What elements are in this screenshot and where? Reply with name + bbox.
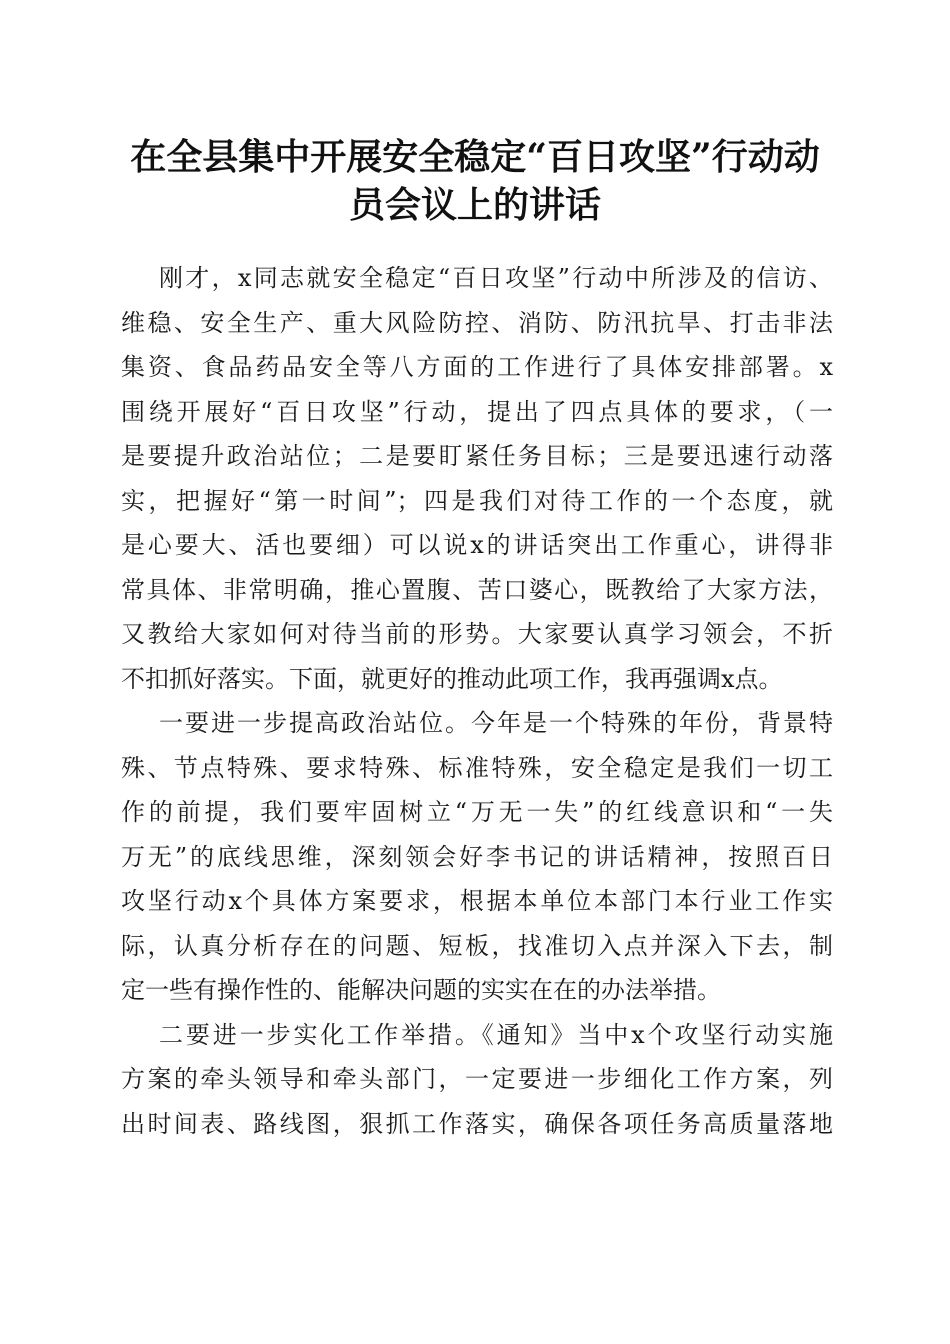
title-line: 员会议上的讲话 — [348, 184, 601, 226]
text-line: 实，把握好“第一时间”；四是我们对待工作的一个态度，就 — [121, 486, 833, 515]
document-title — [100, 133, 850, 229]
title-line: 在全县集中开展安全稳定“百日攻坚”行动动 — [130, 136, 820, 178]
text-line: 一要进一步提高政治站位。今年是一个特殊的年份，背景特 — [159, 709, 833, 737]
text-line: 又教给大家如何对待当前的形势。大家要认真学习领会，不折 — [121, 620, 833, 648]
text-line: 定一些有操作性的、能解决问题的实实在在的办法举措。 — [121, 976, 721, 1004]
text-line: 是要提升政治站位；二是要盯紧任务目标；三是要迅速行动落 — [121, 442, 833, 470]
text-line: 际，认真分析存在的问题、短板，找准切入点并深入下去，制 — [121, 931, 833, 960]
text-line: 二要进一步实化工作举措。《通知》当中x个攻坚行动实施 — [159, 1020, 833, 1049]
text-line: 不扣抓好落实。下面，就更好的推动此项工作，我再强调x点。 — [121, 664, 783, 693]
text-line: 殊、节点特殊、要求特殊、标准特殊，安全稳定是我们一切工 — [121, 753, 833, 782]
paragraph-point-one — [121, 701, 833, 1013]
text-line: 万无”的底线思维，深刻领会好李书记的讲话精神，按照百日 — [121, 842, 833, 871]
text-line: 是心要大、活也要细）可以说x的讲话突出工作重心，讲得非 — [121, 531, 833, 559]
text-line: 方案的牵头领导和牵头部门，一定要进一步细化工作方案，列 — [121, 1065, 833, 1093]
text-line: 常具体、非常明确，推心置腹、苦口婆心，既教给了大家方法， — [121, 575, 833, 604]
paragraph-intro — [121, 256, 833, 701]
paragraph-point-two — [121, 1013, 833, 1147]
text-line: 刚才，x同志就安全稳定“百日攻坚”行动中所涉及的信访、 — [159, 264, 833, 292]
text-line: 攻坚行动x个具体方案要求，根据本单位本部门本行业工作实 — [121, 887, 833, 915]
text-line: 作的前提，我们要牢固树立“万无一失”的红线意识和“一失 — [121, 798, 833, 826]
text-line: 围绕开展好“百日攻坚”行动，提出了四点具体的要求，（一 — [121, 397, 833, 426]
document-body — [121, 256, 833, 1146]
text-line: 维稳、安全生产、重大风险防控、消防、防汛抗旱、打击非法 — [121, 308, 833, 337]
text-line: 出时间表、路线图，狠抓工作落实，确保各项任务高质量落地 — [121, 1109, 833, 1138]
text-line: 集资、食品药品安全等八方面的工作进行了具体安排部署。x — [121, 353, 833, 381]
